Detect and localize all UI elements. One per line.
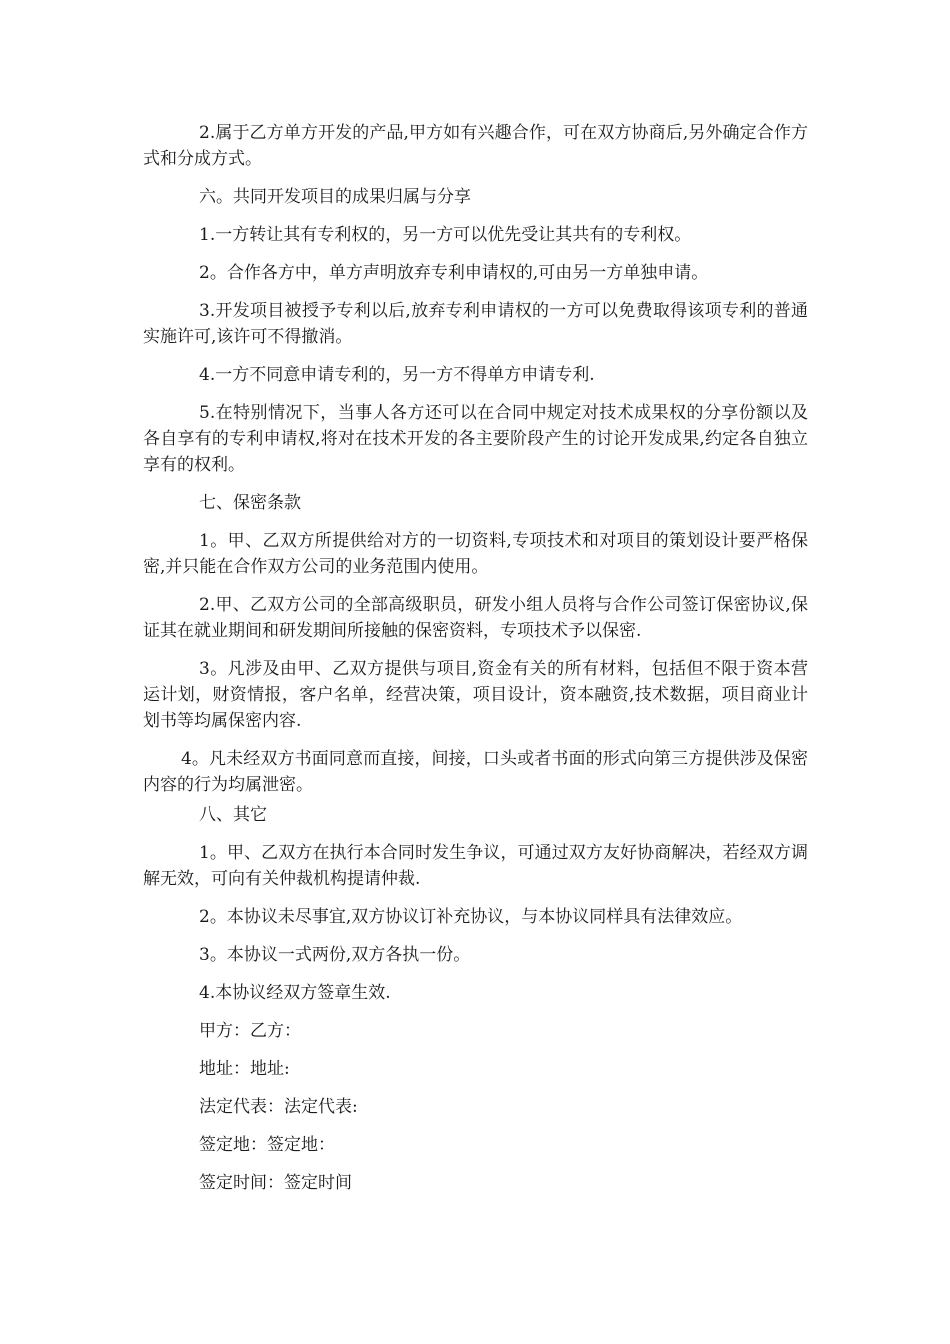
paragraph-confidential-staff: 2.甲、乙双方公司的全部高级职员，研发小组人员将与合作公司签订保密协议,保证其在就业期间和研发期间所接触的保密资料，专项技术予以保密.	[143, 595, 808, 641]
paragraph-dispute: 1。甲、乙双方在执行本合同时发生争议，可通过双方友好协商解决，若经双方调解无效，可向有关仲裁机构提请仲裁.	[143, 843, 808, 889]
paragraph-copies: 3。本协议一式两份,双方各执一份。	[199, 945, 471, 965]
paragraph-special-cases: 5.在特别情况下，当事人各方还可以在合同中规定对技术成果权的分享份额以及各自享有的专利申请权,将对在技术开发的各主要阶段产生的讨论开发成果,约定各自独立享有的权利。	[143, 403, 808, 475]
paragraph-patent-waiver: 2。合作各方中，单方声明放弃专利申请权的,可由另一方单独申请。	[199, 263, 709, 283]
paragraph-confidential-materials: 1。甲、乙双方所提供给对方的一切资料,专项技术和对项目的策划设计要严格保密,并只能在合作双方公司的业务范围内使用。	[143, 531, 808, 577]
paragraph-patent-transfer: 1.一方转让其有专利权的，另一方可以优先受让其共有的专利权。	[199, 225, 692, 245]
paragraph-patent-objection: 4.一方不同意申请专利的，另一方不得单方申请专利.	[199, 365, 595, 385]
signature-legal-representative: 法定代表：法定代表:	[199, 1097, 358, 1117]
paragraph-patent-license: 3.开发项目被授予专利以后,放弃专利申请权的一方可以免费取得该项专利的普通实施许可,该许可不得撤消。	[143, 301, 808, 347]
paragraph-effective: 4.本协议经双方签章生效.	[199, 983, 391, 1003]
signature-address: 地址：地址:	[199, 1059, 290, 1079]
signature-time: 签定时间：签定时间	[199, 1173, 352, 1193]
section-heading-other: 八、其它	[199, 805, 267, 825]
document-body	[143, 120, 808, 1208]
section-heading-confidentiality: 七、保密条款	[199, 493, 301, 513]
paragraph-confidential-scope: 3。凡涉及由甲、乙双方提供与项目,资金有关的所有材料，包括但不限于资本营运计划，财资情报，客户名单，经营决策，项目设计，资本融资,技术数据，项目商业计划书等均属保密内容.	[143, 659, 808, 731]
signature-parties: 甲方：乙方：	[199, 1021, 301, 1041]
paragraph-disclosure: 4。凡未经双方书面同意而直接，间接，口头或者书面的形式向第三方提供涉及保密内容的行为均属泄密。	[143, 749, 808, 795]
paragraph-product-cooperation: 2.属于乙方单方开发的产品,甲方如有兴趣合作，可在双方协商后,另外确定合作方式和分成方式。	[143, 123, 808, 169]
section-heading-results: 六。共同开发项目的成果归属与分享	[199, 187, 471, 207]
signature-place: 签定地：签定地：	[199, 1135, 335, 1155]
paragraph-supplement: 2。本协议未尽事宜,双方协议订补充协议，与本协议同样具有法律效应。	[199, 907, 743, 927]
